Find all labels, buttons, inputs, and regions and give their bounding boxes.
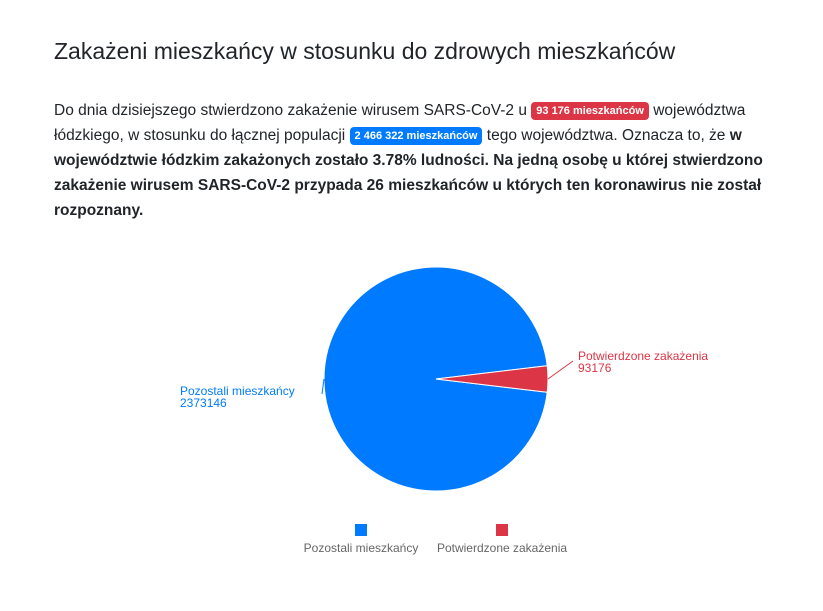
page-title: Zakażeni mieszkańcy w stosunku do zdrowych mieszkańców: [54, 38, 676, 64]
summary-text-1: Do dnia dzisiejszego stwierdzono zakażenie wirusem SARS-CoV-2 u: [54, 102, 532, 119]
leader-line: [322, 379, 324, 394]
legend-item-label[interactable]: Pozostali mieszkańcy: [303, 541, 419, 555]
leader-line: [548, 361, 573, 379]
slice-label: Potwierdzone zakażenia: [578, 349, 709, 363]
slice-value-label: 2373146: [180, 396, 227, 410]
population-count-badge: 2 466 322 mieszkańców: [350, 127, 483, 145]
legend-swatch[interactable]: [355, 524, 367, 536]
slice-label: Pozostali mieszkańcy: [180, 384, 295, 398]
summary-bold-text: w województwie łódzkim zakażonych zostało 3.78% ludności. Na jedną osobę u której stwierdzono zakażenie wirusem SARS-CoV-2 przypada 26 mieszkańców u których ten koronawirus nie został rozpoznany.: [54, 127, 763, 219]
slice-value-label: 93176: [578, 361, 612, 375]
legend-swatch[interactable]: [496, 524, 508, 536]
summary-text-2: województwa łódzkiego, w stosunku do łącznej populacji: [54, 102, 746, 144]
infected-count-badge: 93 176 mieszkańców: [531, 102, 649, 120]
summary-text-3: tego województwa. Oznacza to, że: [482, 127, 730, 144]
legend-item-label[interactable]: Potwierdzone zakażenia: [436, 541, 568, 555]
